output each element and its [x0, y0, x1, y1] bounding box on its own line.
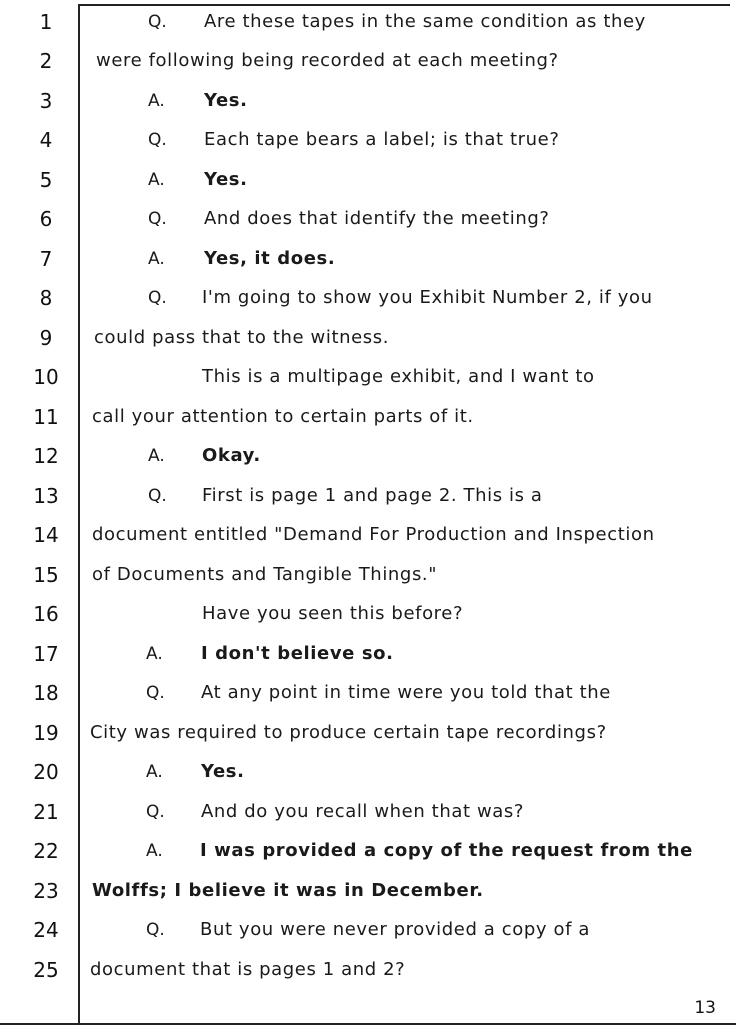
- question-text: call your attention to certain parts of it.: [92, 406, 474, 427]
- answer-text: Yes.: [204, 169, 248, 190]
- speaker-label: A.: [148, 446, 165, 466]
- line-number: 10: [33, 365, 59, 389]
- speaker-label: Q.: [148, 12, 167, 32]
- page-border-bottom: [0, 1023, 736, 1025]
- speaker-label: Q.: [146, 920, 165, 940]
- question-text: Are these tapes in the same condition as they: [204, 11, 646, 32]
- transcript-line: [0, 162, 736, 201]
- answer-text: Yes.: [201, 761, 245, 782]
- line-number: 14: [33, 523, 59, 547]
- transcript-line: [0, 4, 736, 43]
- answer-text: I was provided a copy of the request from the: [200, 840, 693, 861]
- speaker-label: A.: [146, 762, 163, 782]
- question-text: document entitled "Demand For Production and Inspection: [92, 524, 655, 545]
- transcript-line: [0, 952, 736, 991]
- transcript-line: [0, 715, 736, 754]
- transcript-line: [0, 280, 736, 319]
- question-text: were following being recorded at each meeting?: [96, 50, 559, 71]
- speaker-label: A.: [148, 249, 165, 269]
- question-text: document that is pages 1 and 2?: [90, 959, 406, 980]
- line-number: 4: [39, 128, 53, 152]
- question-text: But you were never provided a copy of a: [200, 919, 590, 940]
- line-number: 6: [39, 207, 53, 231]
- transcript-line: [0, 122, 736, 161]
- transcript-line: [0, 241, 736, 280]
- speaker-label: A.: [148, 170, 165, 190]
- transcript-line: [0, 43, 736, 82]
- transcript-line: [0, 83, 736, 122]
- speaker-label: Q.: [146, 683, 165, 703]
- transcript-line: [0, 873, 736, 912]
- transcript-line: [0, 399, 736, 438]
- line-number: 23: [33, 879, 59, 903]
- question-text: City was required to produce certain tape recordings?: [90, 722, 607, 743]
- speaker-label: A.: [146, 841, 163, 861]
- speaker-label: Q.: [148, 130, 167, 150]
- line-number: 19: [33, 721, 59, 745]
- line-number: 5: [39, 168, 53, 192]
- question-text: I'm going to show you Exhibit Number 2, if you: [202, 287, 653, 308]
- line-number: 15: [33, 563, 59, 587]
- line-number: 2: [39, 49, 53, 73]
- speaker-label: Q.: [148, 288, 167, 308]
- transcript-line: [0, 478, 736, 517]
- line-number: 1: [39, 10, 53, 34]
- transcript-line: [0, 675, 736, 714]
- question-text: This is a multipage exhibit, and I want to: [202, 366, 595, 387]
- transcript-line: [0, 359, 736, 398]
- speaker-label: Q.: [148, 209, 167, 229]
- question-text: could pass that to the witness.: [94, 327, 390, 348]
- question-text: First is page 1 and page 2. This is a: [202, 485, 543, 506]
- transcript-line: [0, 557, 736, 596]
- page-number: 13: [694, 998, 716, 1018]
- question-text: Each tape bears a label; is that true?: [204, 129, 560, 150]
- transcript-line: [0, 912, 736, 951]
- answer-text: I don't believe so.: [201, 643, 394, 664]
- line-number: 8: [39, 286, 53, 310]
- line-number: 12: [33, 444, 59, 468]
- line-number: 22: [33, 839, 59, 863]
- line-number: 25: [33, 958, 59, 982]
- line-number: 3: [39, 89, 53, 113]
- line-number: 9: [39, 326, 53, 350]
- answer-text: Wolffs; I believe it was in December.: [92, 880, 484, 901]
- line-number: 11: [33, 405, 59, 429]
- transcript-line: [0, 438, 736, 477]
- speaker-label: A.: [148, 91, 165, 111]
- transcript-line: [0, 320, 736, 359]
- question-text: Have you seen this before?: [202, 603, 464, 624]
- question-text: And does that identify the meeting?: [204, 208, 550, 229]
- speaker-label: A.: [146, 644, 163, 664]
- transcript-line: [0, 201, 736, 240]
- question-text: of Documents and Tangible Things.": [92, 564, 438, 585]
- line-number: 20: [33, 760, 59, 784]
- line-number: 13: [33, 484, 59, 508]
- question-text: At any point in time were you told that the: [201, 682, 611, 703]
- transcript-line: [0, 517, 736, 556]
- line-number: 24: [33, 918, 59, 942]
- answer-text: Yes, it does.: [204, 248, 336, 269]
- answer-text: Okay.: [202, 445, 261, 466]
- answer-text: Yes.: [204, 90, 248, 111]
- transcript-line: [0, 636, 736, 675]
- question-text: And do you recall when that was?: [201, 801, 525, 822]
- line-number: 7: [39, 247, 53, 271]
- speaker-label: Q.: [146, 802, 165, 822]
- speaker-label: Q.: [148, 486, 167, 506]
- transcript-line: [0, 754, 736, 793]
- line-number: 18: [33, 681, 59, 705]
- transcript-line: [0, 794, 736, 833]
- transcript-line: [0, 596, 736, 635]
- line-number: 17: [33, 642, 59, 666]
- transcript-line: [0, 833, 736, 872]
- line-number: 21: [33, 800, 59, 824]
- line-number: 16: [33, 602, 59, 626]
